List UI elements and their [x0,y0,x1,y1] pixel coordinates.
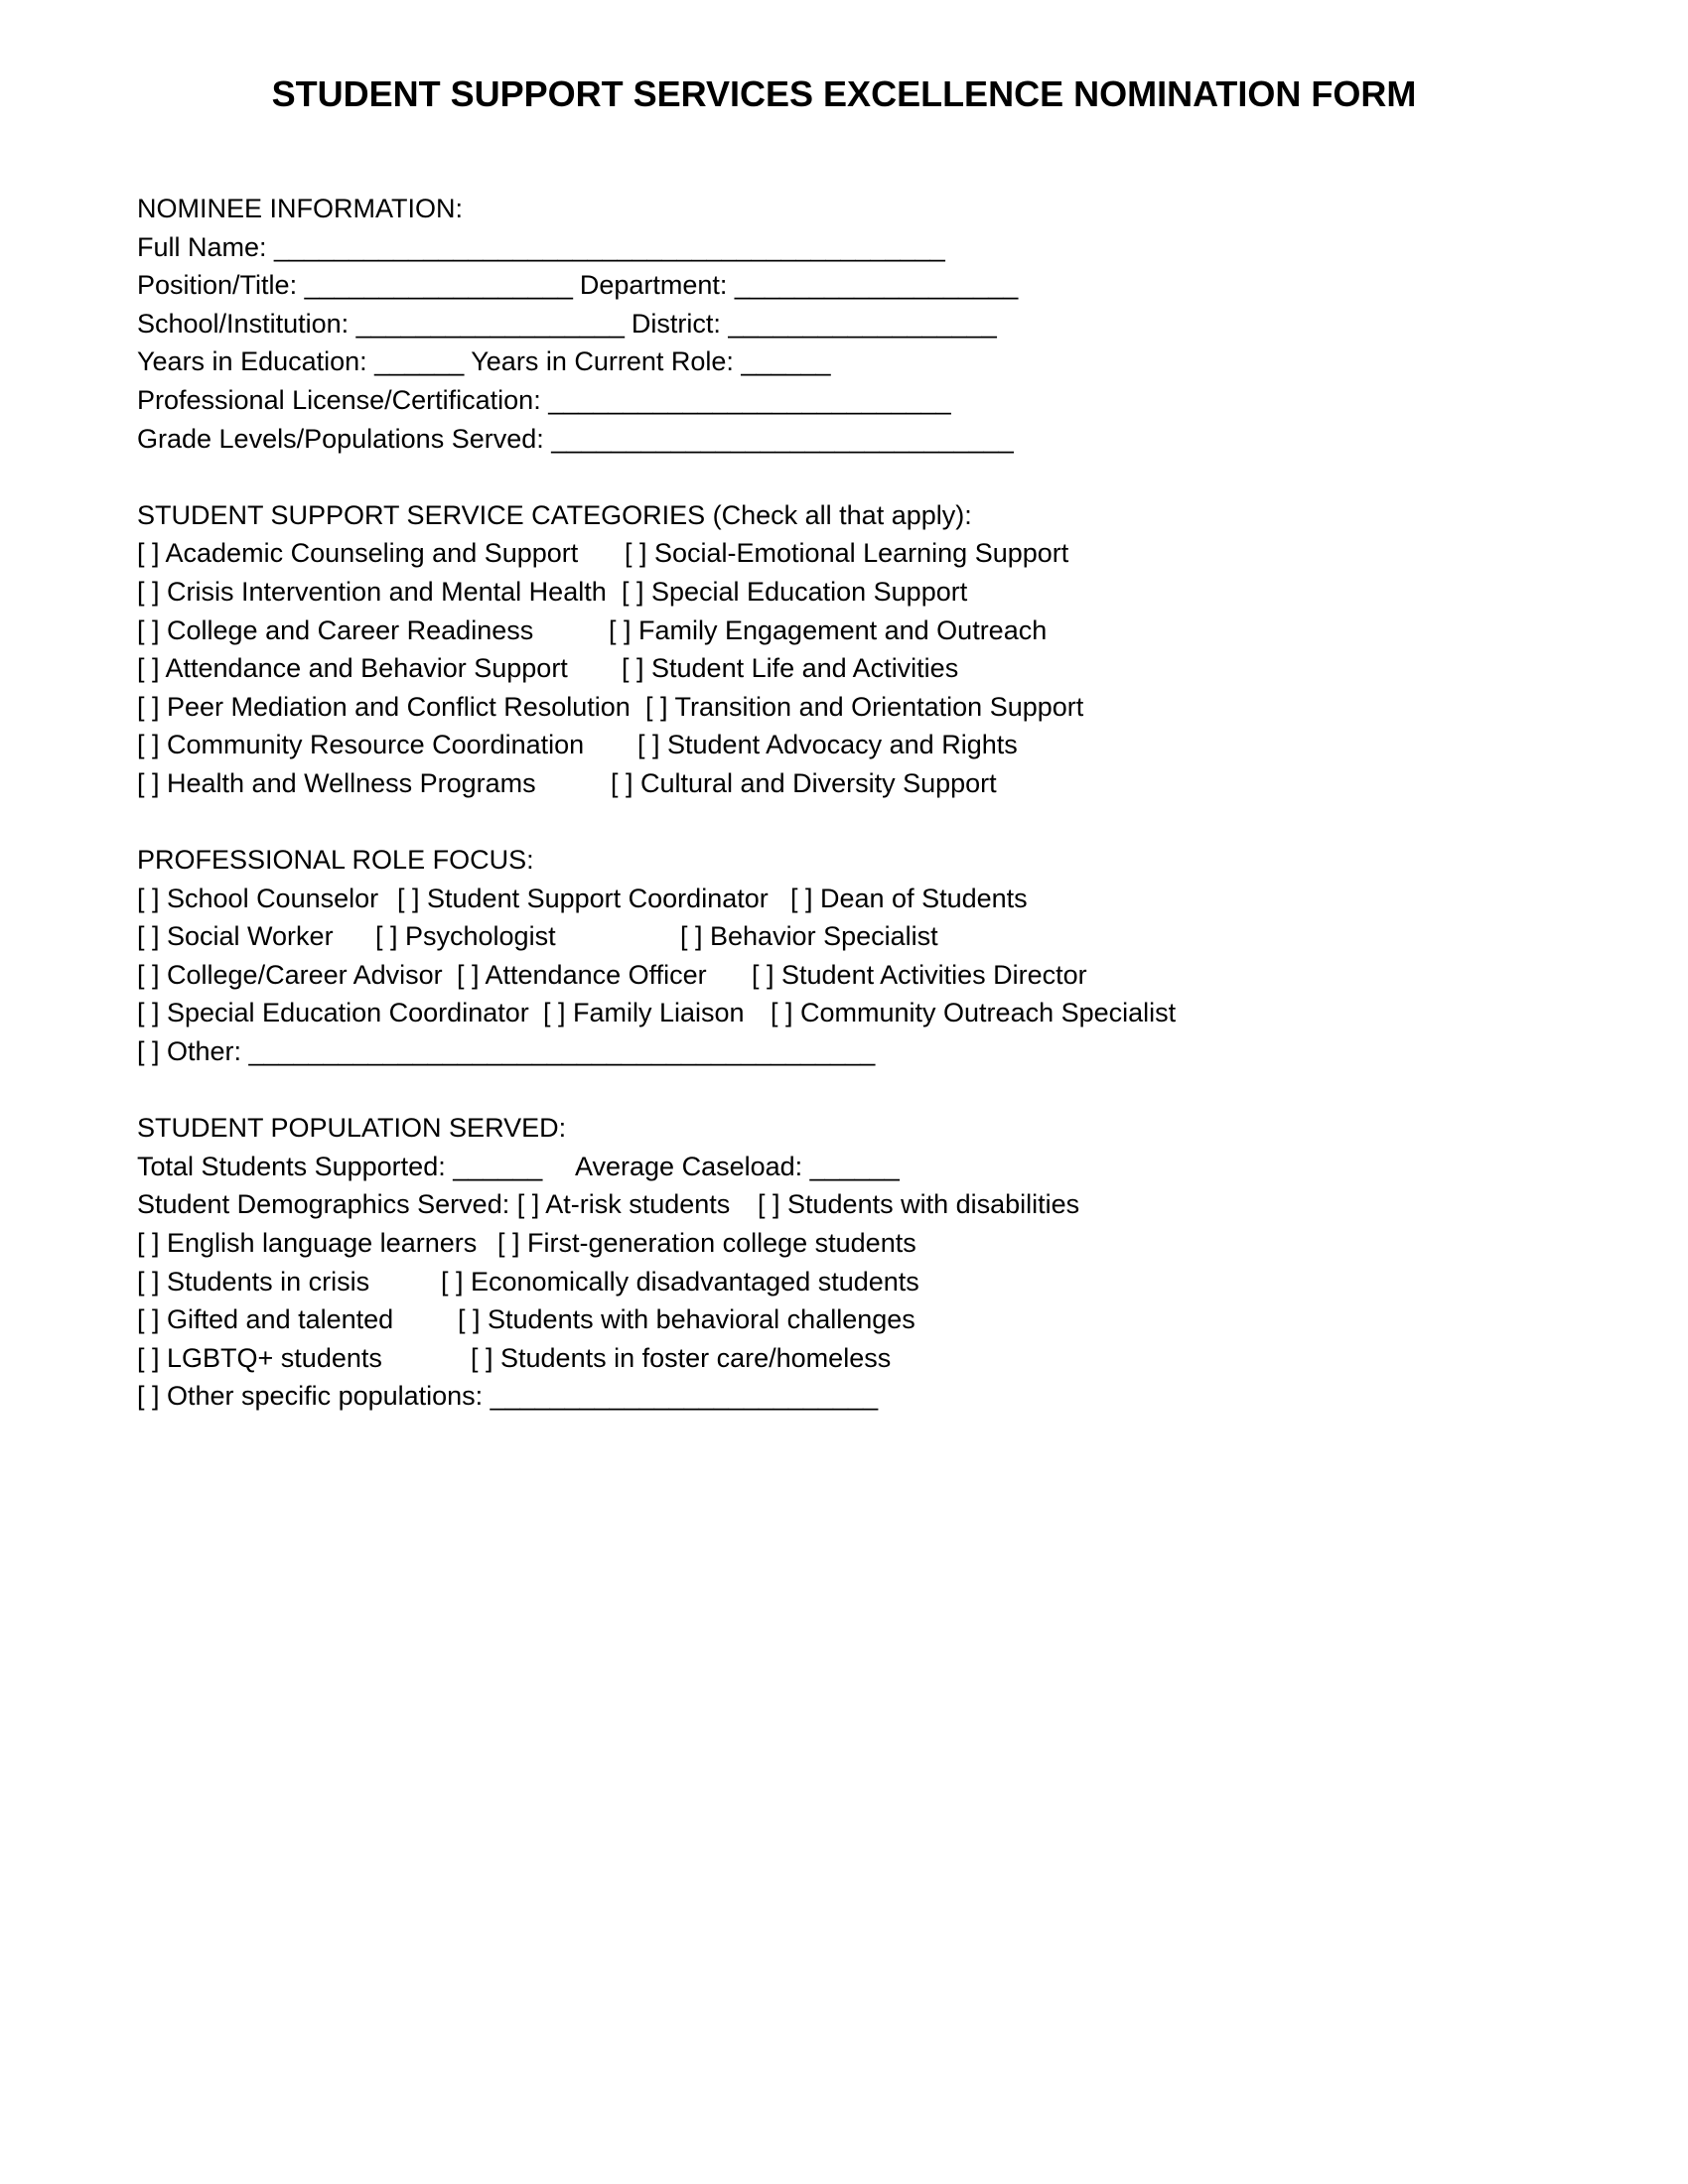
checkbox-option[interactable]: [ ] Student Advocacy and Rights [637,730,1018,760]
form-line [137,1032,1577,1071]
form-line [137,1263,1577,1301]
checkbox-option[interactable]: [ ] Cultural and Diversity Support [611,767,997,798]
checkbox-option[interactable]: [ ] Dean of Students [790,883,1028,913]
checkbox-option[interactable]: [ ] Students with behavioral challenges [458,1304,915,1335]
form-line [137,381,1577,420]
checkbox-option[interactable]: [ ] Attendance Officer [457,959,707,990]
form-line [137,688,1577,727]
form-line [137,764,1577,803]
checkbox-option[interactable]: [ ] Crisis Intervention and Mental Health [137,576,607,607]
form-title: STUDENT SUPPORT SERVICES EXCELLENCE NOMINATION FORM [271,73,1417,114]
form-line [137,956,1577,995]
section-heading: PROFESSIONAL ROLE FOCUS: [137,845,534,876]
form-line [137,1300,1577,1339]
form-line [137,573,1577,612]
checkbox-option[interactable]: [ ] First-generation college students [497,1228,916,1259]
checkbox-option[interactable]: [ ] Economically disadvantaged students [441,1266,919,1297]
checkbox-option[interactable]: [ ] Family Engagement and Outreach [609,614,1048,645]
checkbox-option[interactable]: [ ] Family Liaison [543,998,745,1028]
form-field[interactable]: Professional License/Certification: ___________________________ [137,384,951,415]
section-heading: STUDENT POPULATION SERVED: [137,1113,567,1144]
form-field[interactable]: Total Students Supported: ______ [137,1151,543,1181]
checkbox-option[interactable]: [ ] Behavior Specialist [680,921,938,952]
spacer [137,1071,1577,1110]
form-line [137,420,1577,459]
checkbox-option[interactable]: [ ] Other: __________________________________________ [137,1036,876,1067]
form-line [137,342,1577,381]
form-line [137,266,1577,305]
form-field[interactable]: Department: ___________________ [579,270,1019,301]
form-line [137,649,1577,688]
checkbox-option[interactable]: [ ] College and Career Readiness [137,614,534,645]
checkbox-option[interactable]: [ ] Students with disabilities [758,1189,1080,1220]
checkbox-option[interactable]: [ ] Special Education Coordinator [137,998,529,1028]
checkbox-option[interactable]: [ ] Students in crisis [137,1266,370,1297]
form-line [137,228,1577,267]
checkbox-option[interactable]: [ ] Special Education Support [622,576,968,607]
checkbox-option[interactable]: [ ] Attendance and Behavior Support [137,653,568,684]
form-line [137,880,1577,918]
form-field[interactable]: Position/Title: __________________ [137,270,573,301]
checkbox-option[interactable]: [ ] Health and Wellness Programs [137,767,536,798]
form-field[interactable]: Years in Current Role: ______ [471,346,831,377]
form-line [137,534,1577,573]
form-field[interactable]: Grade Levels/Populations Served: _______________________________ [137,423,1014,454]
checkbox-option[interactable]: [ ] Student Life and Activities [622,653,959,684]
form-field[interactable]: Full Name: _____________________________________________ [137,231,945,262]
section-heading: STUDENT SUPPORT SERVICE CATEGORIES (Check all that apply): [137,499,972,530]
form-line [137,1185,1577,1224]
checkbox-option[interactable]: [ ] Student Activities Director [752,959,1087,990]
section-heading: NOMINEE INFORMATION: [137,194,463,223]
checkbox-option[interactable]: [ ] Psychologist [375,921,556,952]
checkbox-option[interactable]: [ ] LGBTQ+ students [137,1342,382,1373]
form-line [137,1339,1577,1378]
form-field[interactable]: Average Caseload: ______ [575,1151,900,1181]
form-field[interactable]: District: __________________ [631,308,997,339]
form-body [137,190,1577,1416]
form-field[interactable]: Years in Education: ______ [137,346,465,377]
form-field[interactable]: School/Institution: __________________ [137,308,625,339]
form-line [137,917,1577,956]
form-line [137,612,1577,650]
form-line [137,1377,1577,1416]
form-line [137,1224,1577,1263]
checkbox-option[interactable]: [ ] English language learners [137,1228,478,1259]
checkbox-option[interactable]: [ ] College/Career Advisor [137,959,443,990]
checkbox-option[interactable]: [ ] School Counselor [137,883,379,913]
checkbox-option[interactable]: [ ] Community Outreach Specialist [771,998,1177,1028]
checkbox-option[interactable]: [ ] Social Worker [137,921,334,952]
spacer [137,458,1577,496]
checkbox-option[interactable]: Student Demographics Served: [ ] At-risk students [137,1189,731,1220]
checkbox-option[interactable]: [ ] Social-Emotional Learning Support [625,538,1069,569]
checkbox-option[interactable]: [ ] Student Support Coordinator [397,883,769,913]
checkbox-option[interactable]: [ ] Peer Mediation and Conflict Resolution [137,691,631,722]
checkbox-option[interactable]: [ ] Students in foster care/homeless [471,1342,892,1373]
checkbox-option[interactable]: [ ] Gifted and talented [137,1304,394,1335]
form-line [137,994,1577,1032]
form-line [137,1148,1577,1186]
spacer [137,803,1577,842]
checkbox-option[interactable]: [ ] Academic Counseling and Support [137,538,579,569]
form-line [137,726,1577,764]
checkbox-option[interactable]: [ ] Transition and Orientation Support [645,691,1084,722]
checkbox-option[interactable]: [ ] Other specific populations: __________________________ [137,1381,879,1412]
checkbox-option[interactable]: [ ] Community Resource Coordination [137,730,585,760]
form-line [137,305,1577,343]
